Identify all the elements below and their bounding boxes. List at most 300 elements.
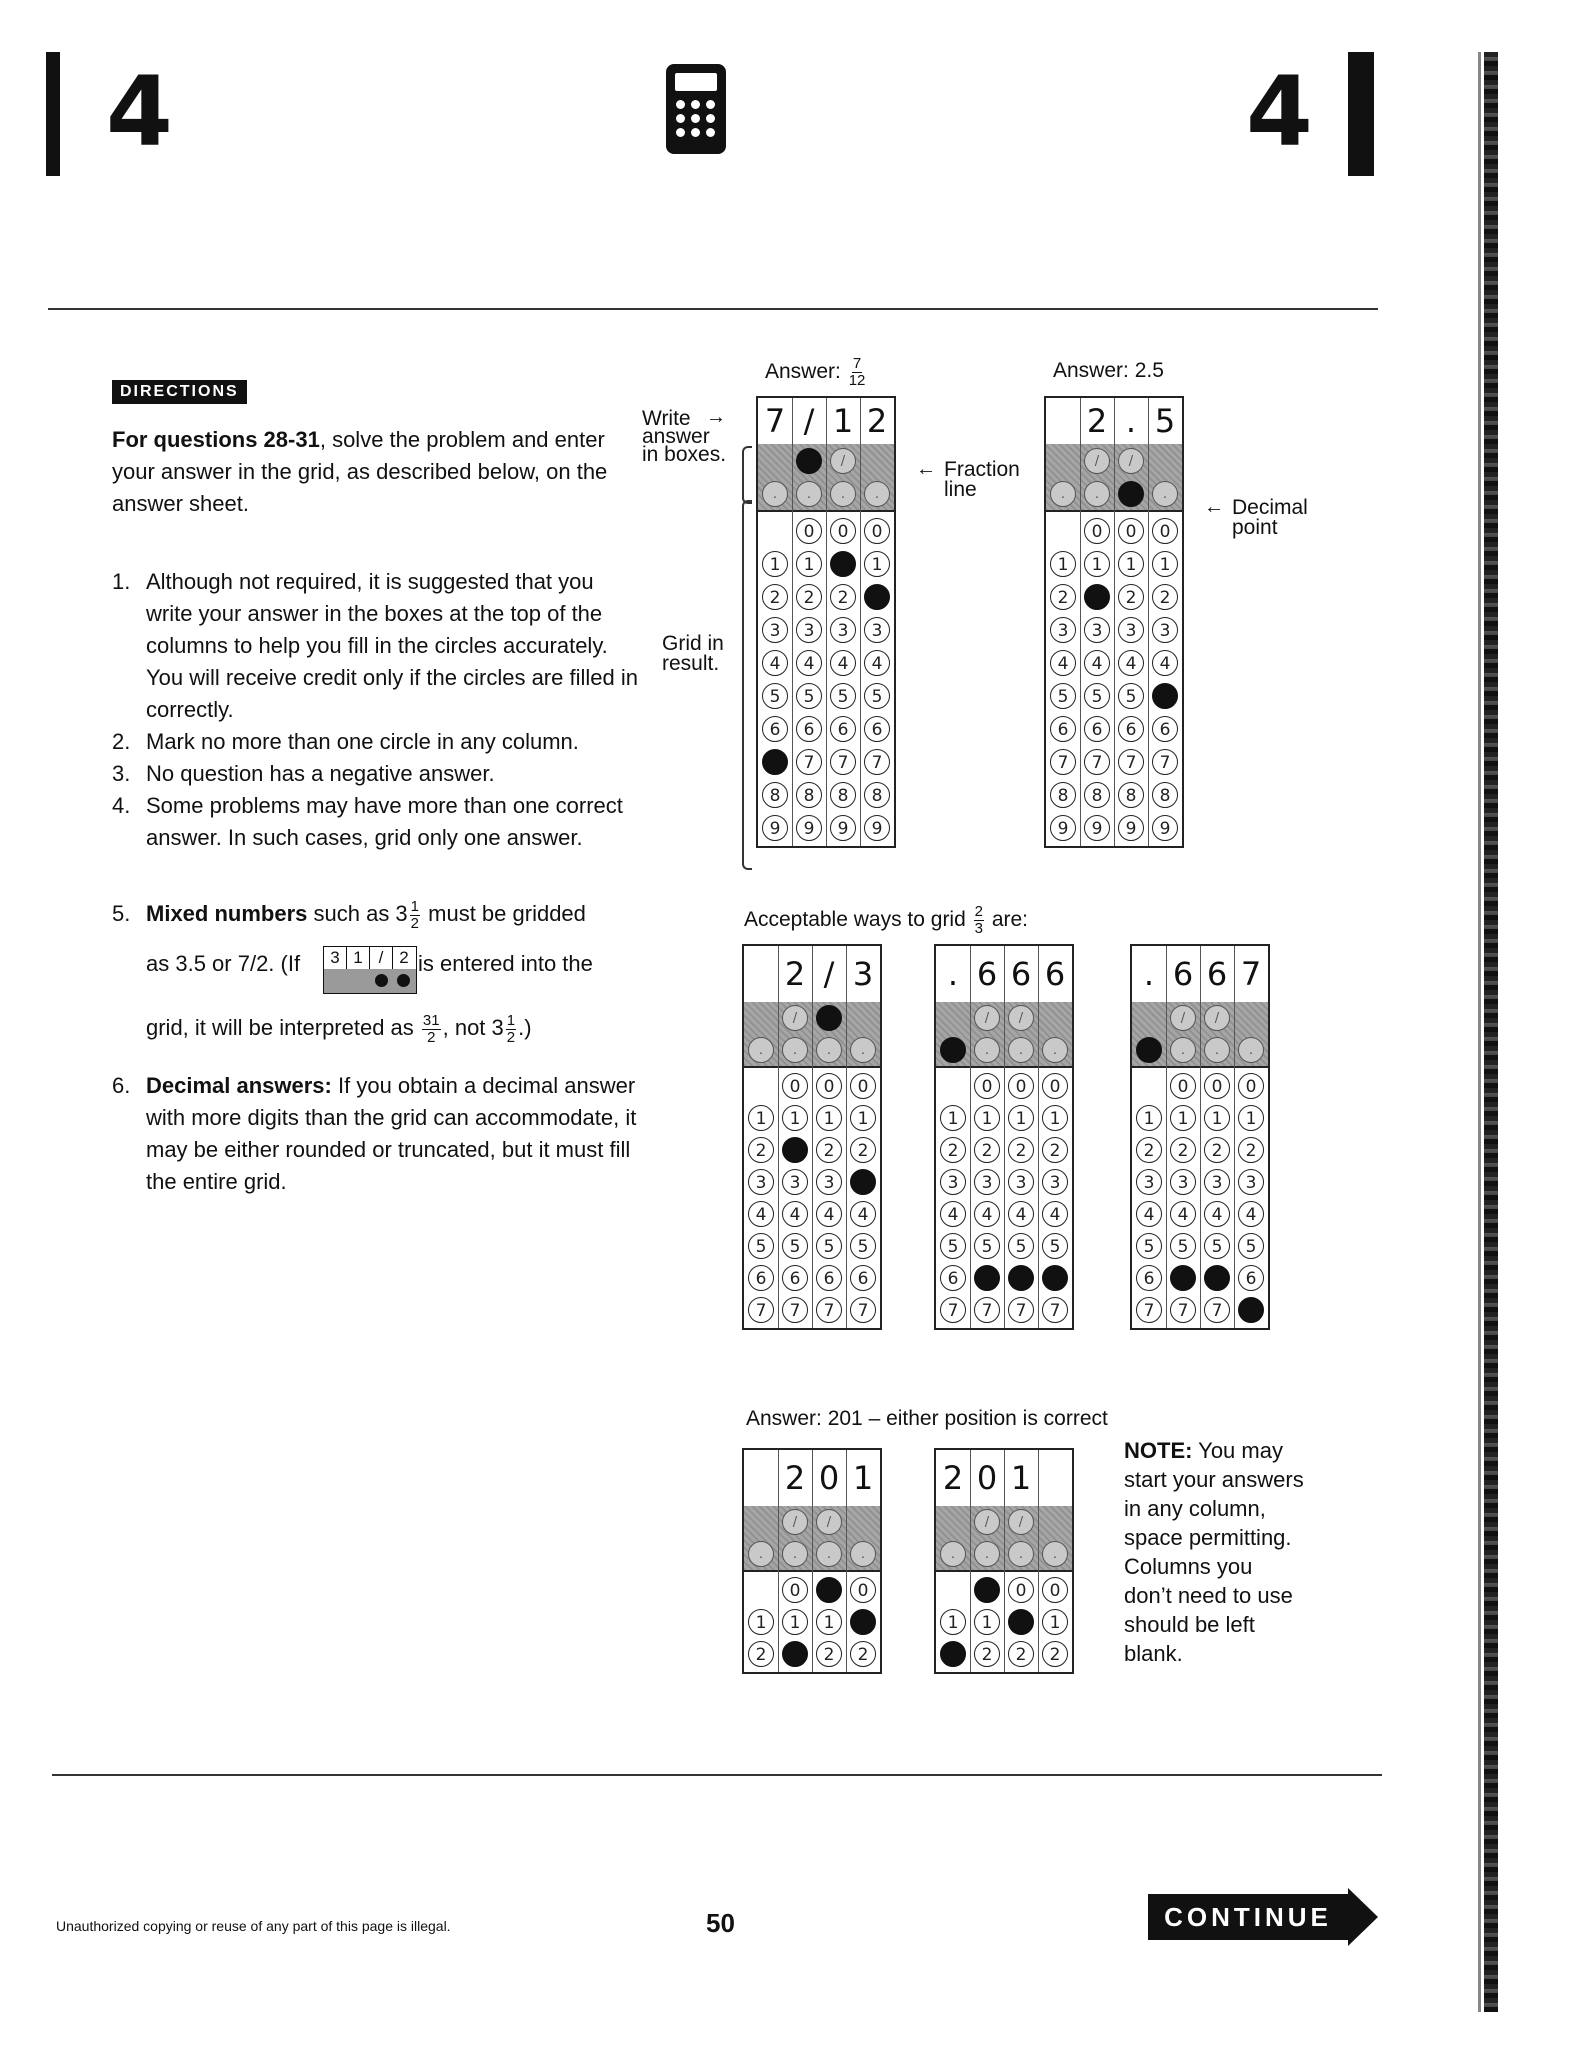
digit-bubble[interactable]: 0 (782, 1073, 808, 1099)
fraction-one-half-b (506, 1013, 516, 1046)
decimal-bubble[interactable]: . (1008, 1541, 1034, 1567)
mini-answer-grid (323, 946, 417, 994)
digit-bubble[interactable]: 4 (1118, 650, 1144, 676)
digit-bubble[interactable]: 2 (748, 1137, 774, 1163)
digit-bubble[interactable]: 4 (748, 1201, 774, 1227)
digit-bubble[interactable]: 5 (1170, 1233, 1196, 1259)
decimal-bubble[interactable]: . (1084, 481, 1110, 507)
digit-bubble[interactable]: 5 (974, 1233, 1000, 1259)
digit-bubble[interactable]: 5 (748, 1233, 774, 1259)
decimal-bubble-filled[interactable] (1118, 481, 1144, 507)
bottom-rule (52, 1774, 1382, 1776)
frac-num: 7 (852, 355, 862, 372)
digit-bubble[interactable]: 0 (974, 1073, 1000, 1099)
digit-bubble[interactable]: 0 (850, 1577, 876, 1603)
grid-answer-char: 1 (852, 1459, 874, 1497)
digit-bubble[interactable]: 4 (1136, 1201, 1162, 1227)
digit-bubble[interactable]: 5 (940, 1233, 966, 1259)
decimal-bubble[interactable]: . (1042, 1037, 1068, 1063)
digit-bubble[interactable]: 4 (1008, 1201, 1034, 1227)
slash-bubble-filled[interactable] (816, 1005, 842, 1031)
label-line: in boxes. (642, 443, 727, 466)
digit-bubble[interactable]: 5 (850, 1233, 876, 1259)
digit-bubble[interactable]: 2 (974, 1641, 1000, 1667)
digit-bubble[interactable]: 7 (1118, 749, 1144, 775)
digit-bubble[interactable]: 6 (1118, 716, 1144, 742)
digit-bubble[interactable]: 7 (1042, 1297, 1068, 1323)
digit-bubble[interactable]: 2 (1170, 1137, 1196, 1163)
digit-bubble[interactable]: 5 (1238, 1233, 1264, 1259)
digit-bubble[interactable]: 7 (1204, 1297, 1230, 1323)
digit-bubble[interactable]: 9 (796, 815, 822, 841)
digit-bubble[interactable]: 8 (1152, 782, 1178, 808)
digit-bubble[interactable]: 7 (974, 1297, 1000, 1323)
digit-bubble[interactable]: 4 (796, 650, 822, 676)
rule5-line3-text (146, 1012, 646, 1046)
slash-bubble[interactable]: / (974, 1005, 1000, 1031)
digit-bubble[interactable]: 3 (782, 1169, 808, 1195)
frac-den: 3 (974, 920, 983, 937)
digit-bubble[interactable]: 8 (796, 782, 822, 808)
digit-bubble[interactable]: 4 (830, 650, 856, 676)
top-rule (48, 308, 1378, 310)
digit-bubble-filled[interactable] (850, 1169, 876, 1195)
digit-bubble[interactable]: 6 (1152, 716, 1178, 742)
digit-bubble[interactable]: 6 (782, 1265, 808, 1291)
digit-bubble[interactable]: 3 (816, 1169, 842, 1195)
label-line: Decimal (1232, 496, 1308, 519)
digit-bubble-filled[interactable] (974, 1577, 1000, 1603)
digit-bubble-filled[interactable] (1170, 1265, 1196, 1291)
digit-bubble[interactable]: 3 (1238, 1169, 1264, 1195)
digit-bubble[interactable]: 4 (1238, 1201, 1264, 1227)
digit-bubble[interactable]: 2 (1042, 1641, 1068, 1667)
decimal-bubble[interactable]: . (1042, 1541, 1068, 1567)
digit-bubble[interactable]: 4 (782, 1201, 808, 1227)
digit-bubble[interactable]: 5 (796, 683, 822, 709)
grid-answer-char: 6 (1010, 955, 1032, 993)
decimal-bubble[interactable]: . (974, 1037, 1000, 1063)
digit-bubble[interactable]: 5 (762, 683, 788, 709)
digit-bubble[interactable]: 2 (1008, 1641, 1034, 1667)
digit-bubble-filled[interactable] (1008, 1265, 1034, 1291)
digit-bubble[interactable]: 7 (864, 749, 890, 775)
digit-bubble[interactable]: 7 (796, 749, 822, 775)
digit-bubble[interactable]: 1 (1084, 551, 1110, 577)
digit-bubble[interactable]: 3 (1084, 617, 1110, 643)
digit-bubble[interactable]: 4 (940, 1201, 966, 1227)
fraction-2-3 (974, 904, 984, 937)
continue-badge: CONTINUE (1148, 1894, 1348, 1940)
digit-bubble[interactable]: 9 (1084, 815, 1110, 841)
digit-bubble[interactable]: 8 (1050, 782, 1076, 808)
digit-bubble[interactable]: 1 (974, 1609, 1000, 1635)
digit-bubble[interactable]: 0 (1042, 1073, 1068, 1099)
decimal-bubble[interactable]: . (1050, 481, 1076, 507)
digit-bubble[interactable]: 3 (748, 1169, 774, 1195)
digit-bubble-filled[interactable] (850, 1609, 876, 1635)
digit-bubble[interactable]: 9 (830, 815, 856, 841)
digit-bubble[interactable]: 5 (816, 1233, 842, 1259)
digit-bubble[interactable]: 5 (1042, 1233, 1068, 1259)
note-bold: NOTE: (1124, 1438, 1193, 1463)
digit-bubble[interactable]: 0 (796, 518, 822, 544)
digit-bubble[interactable]: 6 (762, 716, 788, 742)
label-line: Fraction (944, 458, 1020, 481)
digit-bubble[interactable]: 0 (816, 1073, 842, 1099)
fraction-31-2 (422, 1013, 441, 1046)
rule5-line3-post: .) (518, 1015, 532, 1040)
digit-bubble-filled[interactable] (762, 749, 788, 775)
digit-bubble[interactable]: 6 (1084, 716, 1110, 742)
slash-bubble[interactable]: / (1204, 1005, 1230, 1031)
digit-bubble[interactable]: 6 (850, 1265, 876, 1291)
digit-bubble[interactable]: 2 (1204, 1137, 1230, 1163)
digit-bubble[interactable]: 4 (1170, 1201, 1196, 1227)
grid-2-3 (742, 944, 882, 1330)
slash-bubble[interactable]: / (974, 1509, 1000, 1535)
digit-bubble[interactable]: 3 (1136, 1169, 1162, 1195)
digit-bubble-filled[interactable] (974, 1265, 1000, 1291)
digit-bubble[interactable]: 2 (850, 1137, 876, 1163)
digit-bubble[interactable]: 0 (850, 1073, 876, 1099)
label-line: point (1232, 516, 1278, 539)
digit-bubble[interactable]: 7 (782, 1297, 808, 1323)
digit-bubble[interactable]: 5 (1050, 683, 1076, 709)
rule6-text (146, 1070, 646, 1198)
digit-bubble[interactable]: 2 (1008, 1137, 1034, 1163)
mini-cell: 2 (399, 948, 409, 967)
decimal-bubble[interactable]: . (796, 481, 822, 507)
grid-answer-char: 2 (784, 1459, 806, 1497)
decimal-bubble-filled[interactable] (1136, 1037, 1162, 1063)
digit-bubble-filled[interactable] (782, 1137, 808, 1163)
digit-bubble[interactable]: 0 (782, 1577, 808, 1603)
digit-bubble[interactable]: 3 (762, 617, 788, 643)
digit-bubble[interactable]: 4 (1042, 1201, 1068, 1227)
answer-prefix: Answer: (765, 360, 841, 384)
frac-num: 2 (974, 903, 983, 920)
section-bar-left (46, 52, 60, 176)
digit-bubble[interactable]: 1 (864, 551, 890, 577)
decimal-bubble[interactable]: . (748, 1541, 774, 1567)
digit-bubble[interactable]: 7 (816, 1297, 842, 1323)
mini-filled-bubble (375, 974, 388, 987)
grid-667 (1130, 944, 1270, 1330)
digit-bubble[interactable]: 0 (1204, 1073, 1230, 1099)
decimal-bubble[interactable]: . (1008, 1037, 1034, 1063)
decimal-point-label (1232, 498, 1308, 538)
digit-bubble[interactable]: 6 (1050, 716, 1076, 742)
digit-bubble[interactable]: 4 (974, 1201, 1000, 1227)
digit-bubble[interactable]: 4 (1152, 650, 1178, 676)
decimal-bubble[interactable]: . (974, 1541, 1000, 1567)
digit-bubble[interactable]: 3 (796, 617, 822, 643)
rule5-line1-text (146, 898, 646, 932)
digit-bubble[interactable]: 6 (864, 716, 890, 742)
digit-bubble[interactable]: 5 (1008, 1233, 1034, 1259)
digit-bubble[interactable]: 3 (940, 1169, 966, 1195)
digit-bubble[interactable]: 4 (864, 650, 890, 676)
grid-7-12 (756, 396, 896, 848)
digit-bubble[interactable]: 2 (762, 584, 788, 610)
digit-bubble[interactable]: 4 (1050, 650, 1076, 676)
digit-bubble[interactable]: 9 (762, 815, 788, 841)
slash-bubble[interactable]: / (1084, 448, 1110, 474)
digit-bubble[interactable]: 2 (1050, 584, 1076, 610)
note-text (1124, 1436, 1304, 1668)
decimal-bubble[interactable]: . (762, 481, 788, 507)
slash-bubble[interactable]: / (1170, 1005, 1196, 1031)
digit-bubble[interactable]: 8 (830, 782, 856, 808)
digit-bubble[interactable]: 1 (1170, 1105, 1196, 1131)
rule6-bold: Decimal answers: (146, 1073, 332, 1098)
decimal-bubble[interactable]: . (816, 1541, 842, 1567)
slash-bubble[interactable]: / (1008, 1509, 1034, 1535)
grid-answer-char (744, 946, 778, 1002)
decimal-bubble[interactable]: . (748, 1037, 774, 1063)
digit-bubble[interactable]: 1 (940, 1609, 966, 1635)
slash-bubble[interactable]: / (830, 448, 856, 474)
slash-bubble-filled[interactable] (796, 448, 822, 474)
digit-bubble[interactable]: 1 (1050, 551, 1076, 577)
digit-bubble-filled[interactable] (1042, 1265, 1068, 1291)
grid-answer-char: 7 (764, 402, 786, 440)
slash-bubble[interactable]: / (782, 1509, 808, 1535)
digit-bubble[interactable]: 9 (864, 815, 890, 841)
digit-bubble[interactable]: 8 (1118, 782, 1144, 808)
digit-bubble[interactable]: 2 (1118, 584, 1144, 610)
grid-answer-char: / (803, 402, 815, 440)
digit-bubble[interactable]: 6 (796, 716, 822, 742)
decimal-bubble[interactable]: . (830, 481, 856, 507)
digit-bubble[interactable]: 4 (816, 1201, 842, 1227)
mini-cell: 3 (324, 947, 347, 969)
digit-bubble[interactable]: 0 (830, 518, 856, 544)
decimal-bubble[interactable]: . (864, 481, 890, 507)
grid-answer-char: 2 (866, 402, 888, 440)
grid-answer-char: / (823, 955, 835, 993)
digit-bubble[interactable]: 1 (748, 1105, 774, 1131)
grid-answer-char: . (1125, 402, 1137, 440)
digit-bubble[interactable]: 3 (830, 617, 856, 643)
digit-bubble[interactable]: 1 (1152, 551, 1178, 577)
digit-bubble[interactable]: 1 (974, 1105, 1000, 1131)
grid-answer-char (1038, 1450, 1072, 1506)
digit-bubble[interactable]: 0 (864, 518, 890, 544)
digit-bubble[interactable]: 6 (1238, 1265, 1264, 1291)
grid-in-label (662, 634, 724, 674)
digit-bubble[interactable]: 5 (1136, 1233, 1162, 1259)
digit-bubble[interactable]: 6 (1136, 1265, 1162, 1291)
digit-bubble-filled[interactable] (1238, 1297, 1264, 1323)
digit-bubble[interactable]: 7 (1084, 749, 1110, 775)
digit-bubble[interactable]: 5 (830, 683, 856, 709)
digit-bubble[interactable]: 0 (1152, 518, 1178, 544)
decimal-bubble[interactable]: . (940, 1541, 966, 1567)
digit-bubble[interactable]: 7 (1170, 1297, 1196, 1323)
digit-bubble-filled[interactable] (1152, 683, 1178, 709)
digit-bubble[interactable]: 1 (1118, 551, 1144, 577)
digit-bubble[interactable]: 3 (864, 617, 890, 643)
digit-bubble[interactable]: 5 (1084, 683, 1110, 709)
digit-bubble[interactable]: 1 (1042, 1609, 1068, 1635)
slash-bubble[interactable]: / (1118, 448, 1144, 474)
decimal-bubble[interactable]: . (1238, 1037, 1264, 1063)
digit-bubble[interactable]: 2 (1152, 584, 1178, 610)
digit-bubble[interactable]: 4 (850, 1201, 876, 1227)
digit-bubble[interactable]: 1 (1136, 1105, 1162, 1131)
digit-bubble[interactable]: 8 (762, 782, 788, 808)
digit-bubble[interactable]: 5 (1118, 683, 1144, 709)
digit-bubble[interactable]: 9 (1118, 815, 1144, 841)
grid-answer-char: . (947, 955, 959, 993)
digit-bubble[interactable]: 1 (1042, 1105, 1068, 1131)
label-line: answer (642, 425, 710, 448)
digit-bubble[interactable]: 2 (830, 584, 856, 610)
grid-answer-char: 7 (1240, 955, 1262, 993)
digit-bubble[interactable]: 1 (1008, 1105, 1034, 1131)
digit-bubble-filled[interactable] (1204, 1265, 1230, 1291)
label-line: Grid in (662, 632, 724, 655)
digit-bubble[interactable]: 7 (748, 1297, 774, 1323)
digit-bubble[interactable]: 4 (1084, 650, 1110, 676)
grid-answer-char: 2 (1086, 402, 1108, 440)
decimal-bubble[interactable]: . (1152, 481, 1178, 507)
digit-bubble[interactable]: 2 (850, 1641, 876, 1667)
digit-bubble[interactable]: 7 (940, 1297, 966, 1323)
digit-bubble[interactable]: 0 (1084, 518, 1110, 544)
digit-bubble[interactable]: 7 (850, 1297, 876, 1323)
digit-bubble[interactable]: 3 (1152, 617, 1178, 643)
decimal-bubble[interactable]: . (850, 1037, 876, 1063)
grid-answer-char: 6 (976, 955, 998, 993)
grid-answer-char: 1 (1010, 1459, 1032, 1497)
digit-bubble-filled[interactable] (864, 584, 890, 610)
digit-bubble[interactable]: 2 (1136, 1137, 1162, 1163)
rule5-line3-mid: , not 3 (442, 1015, 504, 1040)
digit-bubble[interactable]: 7 (1008, 1297, 1034, 1323)
digit-bubble[interactable]: 8 (864, 782, 890, 808)
decimal-bubble[interactable]: . (816, 1037, 842, 1063)
decimal-bubble[interactable]: . (1204, 1037, 1230, 1063)
decimal-bubble[interactable]: . (850, 1541, 876, 1567)
digit-bubble[interactable]: 9 (1050, 815, 1076, 841)
digit-bubble[interactable]: 2 (748, 1641, 774, 1667)
digit-bubble[interactable]: 3 (1170, 1169, 1196, 1195)
digit-bubble[interactable]: 6 (940, 1265, 966, 1291)
decimal-bubble[interactable]: . (782, 1541, 808, 1567)
digit-bubble-filled[interactable] (816, 1577, 842, 1603)
digit-bubble[interactable]: 1 (782, 1105, 808, 1131)
digit-bubble[interactable]: 9 (1152, 815, 1178, 841)
digit-bubble[interactable]: 2 (1042, 1137, 1068, 1163)
rule-text: Mark no more than one circle in any column. (146, 729, 579, 754)
digit-bubble[interactable]: 1 (1238, 1105, 1264, 1131)
digit-bubble[interactable]: 1 (940, 1105, 966, 1131)
digit-bubble[interactable]: 0 (1008, 1577, 1034, 1603)
digit-bubble[interactable]: 2 (816, 1137, 842, 1163)
digit-bubble-filled[interactable] (830, 551, 856, 577)
digit-bubble[interactable]: 2 (1238, 1137, 1264, 1163)
digit-bubble[interactable]: 3 (1008, 1169, 1034, 1195)
digit-bubble[interactable]: 5 (782, 1233, 808, 1259)
digit-bubble[interactable]: 1 (1204, 1105, 1230, 1131)
digit-bubble[interactable]: 6 (816, 1265, 842, 1291)
digit-bubble[interactable]: 0 (1042, 1577, 1068, 1603)
mini-cell: 1 (347, 947, 370, 969)
digit-bubble[interactable]: 0 (1170, 1073, 1196, 1099)
digit-bubble-filled[interactable] (940, 1641, 966, 1667)
grid-answer-char: 0 (818, 1459, 840, 1497)
digit-bubble[interactable]: 1 (796, 551, 822, 577)
digit-bubble[interactable]: 3 (974, 1169, 1000, 1195)
digit-bubble[interactable]: 2 (796, 584, 822, 610)
slash-bubble[interactable]: / (816, 1509, 842, 1535)
digit-bubble[interactable]: 2 (974, 1137, 1000, 1163)
digit-bubble[interactable]: 6 (748, 1265, 774, 1291)
digit-bubble[interactable]: 4 (762, 650, 788, 676)
slash-bubble[interactable]: / (1008, 1005, 1034, 1031)
decimal-bubble-filled[interactable] (940, 1037, 966, 1063)
mini-cell: / (370, 947, 393, 969)
digit-bubble[interactable]: 1 (782, 1609, 808, 1635)
label-line: result. (662, 652, 720, 675)
scan-edge-line (1478, 52, 1481, 2012)
digit-bubble[interactable]: 7 (1152, 749, 1178, 775)
decimal-bubble[interactable]: . (1170, 1037, 1196, 1063)
frac-den: 2 (410, 914, 420, 932)
grid-answer-char: 0 (976, 1459, 998, 1497)
digit-bubble[interactable]: 7 (830, 749, 856, 775)
digit-bubble[interactable]: 7 (1050, 749, 1076, 775)
digit-bubble[interactable]: 0 (1008, 1073, 1034, 1099)
digit-bubble[interactable]: 1 (816, 1609, 842, 1635)
digit-bubble[interactable]: 4 (1204, 1201, 1230, 1227)
digit-bubble[interactable]: 3 (1118, 617, 1144, 643)
rule5-pre: such as 3 (313, 901, 408, 926)
bracket-boxes (742, 446, 752, 504)
digit-bubble[interactable]: 2 (816, 1641, 842, 1667)
digit-bubble[interactable]: 0 (1238, 1073, 1264, 1099)
digit-bubble[interactable]: 5 (1204, 1233, 1230, 1259)
digit-bubble[interactable]: 1 (816, 1105, 842, 1131)
rule5-post: must be gridded (428, 901, 586, 926)
digit-bubble[interactable]: 2 (940, 1137, 966, 1163)
digit-bubble[interactable]: 3 (1204, 1169, 1230, 1195)
grid-answer-char: 1 (832, 402, 854, 440)
digit-bubble[interactable]: 7 (1136, 1297, 1162, 1323)
slash-bubble[interactable]: / (782, 1005, 808, 1031)
frac-den: 2 (506, 1028, 516, 1046)
fraction-7-12 (849, 356, 866, 389)
decimal-bubble[interactable]: . (782, 1037, 808, 1063)
digit-bubble[interactable]: 1 (762, 551, 788, 577)
digit-bubble[interactable]: 6 (830, 716, 856, 742)
digit-bubble-filled[interactable] (1084, 584, 1110, 610)
rule-text: Some problems may have more than one correct answer. In such cases, grid only one answer. (146, 793, 623, 850)
digit-bubble[interactable]: 3 (1050, 617, 1076, 643)
digit-bubble-filled[interactable] (782, 1641, 808, 1667)
digit-bubble-filled[interactable] (1008, 1609, 1034, 1635)
digit-bubble[interactable]: 1 (748, 1609, 774, 1635)
digit-bubble[interactable]: 8 (1084, 782, 1110, 808)
digit-bubble[interactable]: 3 (1042, 1169, 1068, 1195)
digit-bubble[interactable]: 0 (1118, 518, 1144, 544)
digit-bubble[interactable]: 5 (864, 683, 890, 709)
frac-den: 12 (848, 372, 866, 389)
digit-bubble[interactable]: 1 (850, 1105, 876, 1131)
